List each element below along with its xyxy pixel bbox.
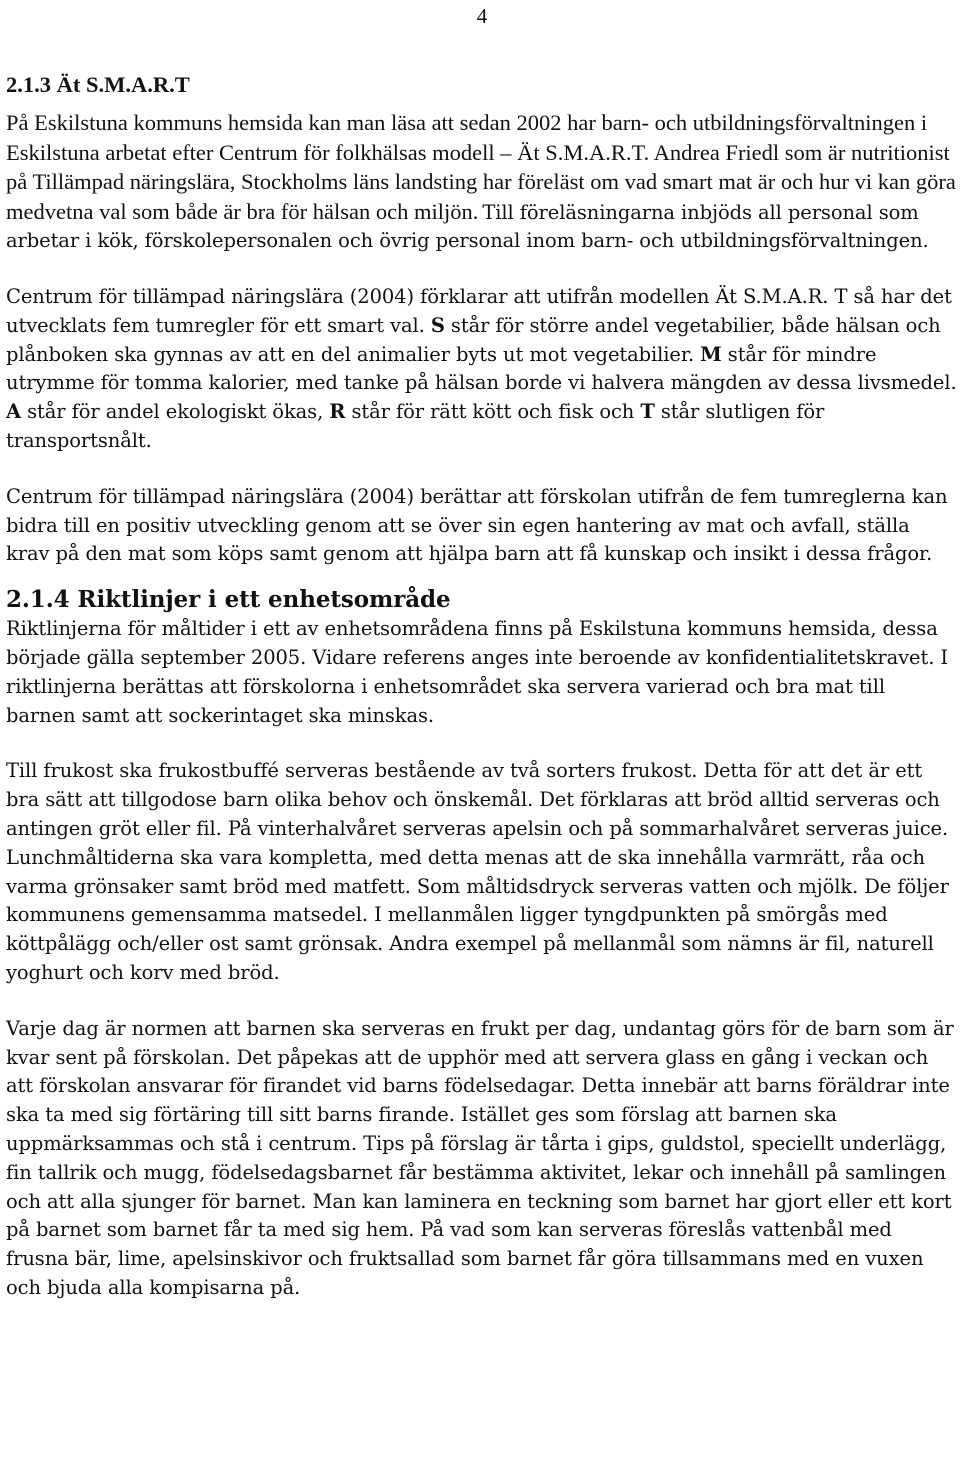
spacer	[6, 456, 958, 483]
rule-letter-t: T	[640, 400, 655, 424]
paragraph-smart-intro	[6, 108, 958, 256]
rule-letter-a: A	[6, 400, 22, 424]
rule-letter-r: R	[329, 400, 346, 424]
paragraph-fruit-birthdays: Varje dag är normen att barnen ska serveras en frukt per dag, undantag görs för de barn som är kvar sent på förskolan. Det påpekas att de upphör med att servera glass en gång i veckan och att förskolan ansvarar för firandet vid barns födelsedagar. Detta innebär att barns föräldrar inte ska ta med sig förtäring till sitt barns firande. Istället ges som förslag att barnen ska uppmärksammas och stå i centrum. Tips på förslag är tårta i gips, guldstol, speciellt underlägg, fin tallrik och mugg, födelsedagsbarnet får bestämma aktivitet, lekar och innehåll på samlingen och att alla sjunger för barnet. Man kan laminera en teckning som barnet har gjort eller ett kort på barnet som barnet får ta med sig hem. På vad som kan serveras föreslås vattenbål med frusna bär, lime, apelsinskivor och fruktsallad som barnet får göra tillsammans med en vuxen och bjuda alla kompisarna på.	[6, 1016, 954, 1299]
paragraph-rules	[6, 283, 958, 456]
rule-text-r: står för rätt kött och fisk och	[351, 400, 635, 424]
rule-text-t: står slutligen för transportsnålt.	[6, 400, 825, 453]
section-heading-2-1-4: 2.1.4 Riktlinjer i ett enhetsområde	[6, 586, 451, 614]
section-heading-2-1-3: 2.1.3 Ät S.M.A.R.T	[6, 72, 190, 97]
rule-text-a: står för andel ekologiskt ökas,	[27, 400, 324, 424]
rule-letter-m: M	[700, 342, 722, 366]
paragraph-guidelines-intro: Riktlinjerna för måltider i ett av enhetsområdena finns på Eskilstuna kommuns hemsida, dessa började gälla september 2005. Vidare referens anges inte beroende av konfidentialitetskravet. I riktlinjerna berättas att förskolorna i enhetsområdet ska servera varierad och bra mat till barnen samt att sockerintaget ska minskas.	[6, 617, 949, 727]
paragraph-smart-intro-continued: Till föreläsningarna inbjöds all personal som arbetar i kök, förskolepersonalen och övrig personal inom barn- och utbildningsförvaltningen.	[6, 200, 929, 253]
spacer	[6, 988, 958, 1015]
paragraph-smart-intro-text: På Eskilstuna kommuns hemsida kan man läsa att sedan 2002 har barn- och utbildningsförvaltningen i Eskilstuna arbetat efter Centrum för folkhälsas modell – Ät S.M.A.R.T. Andrea Friedl som är nutritionist på Tillämpad näringslära, Stockholms läns landsting har föreläst om vad smart mat är och hur vi kan göra medvetna val som både är bra för hälsan och miljön.	[6, 110, 956, 224]
rule-letter-s: S	[430, 313, 445, 337]
rules-intro: Centrum för tillämpad näringslära (2004) förklarar att utifrån modellen Ät S.M.A.R. T så har det utvecklats fem tumregler för ett smart val.	[6, 285, 952, 337]
spacer	[6, 730, 958, 757]
page-number: 4	[476, 4, 488, 28]
spacer	[6, 256, 958, 283]
spacer	[6, 569, 958, 585]
rule-text-m: står för mindre utrymme för tomma kalorier, med tanke på hälsan borde vi halvera mängden av dessa livsmedel.	[6, 342, 957, 395]
paragraph-preschool-contribution: Centrum för tillämpad näringslära (2004) berättar att förskolan utifrån de fem tumreglerna kan bidra till en positiv utveckling genom att se över sin egen hantering av mat och avfall, ställa krav på den mat som köps samt genom att hjälpa barn att få kunskap och insikt i dessa frågor.	[6, 484, 948, 566]
rule-text-s: står för större andel vegetabilier, både hälsan och plånboken ska gynnas av att en del animalier byts ut mot vegetabilier.	[6, 313, 941, 366]
paragraph-breakfast-lunch: Till frukost ska frukostbuffé serveras bestående av två sorters frukost. Detta för att det är ett bra sätt att tillgodose barn olika behov och önskemål. Det förklaras att bröd alltid serveras och antingen gröt eller fil. På vinterhalvåret serveras apelsin och på sommarhalvåret serveras juice. Lunchmåltiderna ska vara kompletta, med detta menas att de ska innehålla varmrätt, råa och varma grönsaker samt bröd med matfett. Som måltidsdryck serveras vatten och mjölk. De följer kommunens gemensamma matsedel. I mellanmålen ligger tyngdpunkten på smörgås med köttpålägg och/eller ost samt grönsak. Andra exempel på mellanmål som nämns är fil, naturell yoghurt och korv med bröd.	[6, 759, 949, 985]
document-body	[6, 62, 958, 1303]
